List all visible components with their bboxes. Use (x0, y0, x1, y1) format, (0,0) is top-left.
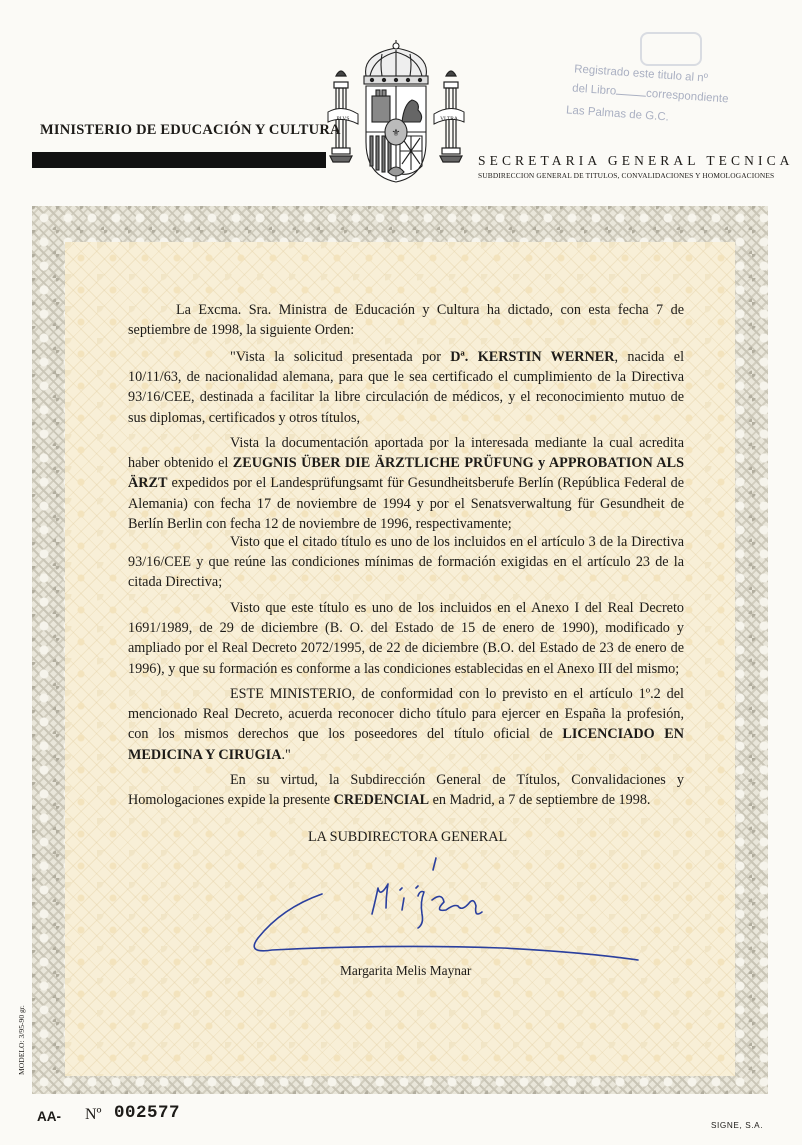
virtud-paragraph (128, 770, 684, 810)
modelo-note: MODELO: 3/95-90 gr. (17, 1005, 26, 1075)
credencial-word: CREDENCIAL (333, 792, 430, 809)
ministry-title: MINISTERIO DE EDUCACIÓN Y CULTURA (40, 122, 341, 138)
coat-of-arms-icon (326, 40, 466, 190)
applicant-honorific: Dª. (450, 349, 469, 365)
signer-name: Margarita Melis Maynar (340, 963, 472, 978)
registry-stamp (565, 28, 780, 134)
solicitud-paragraph (128, 347, 684, 428)
stamp-line-2-label: del Libro (571, 82, 617, 98)
signer-title: LA SUBDIRECTORA GENERAL (308, 829, 508, 845)
documentacion-text-b: expedidos por el Landesprüfungsamt für Gesundheitsberufe Berlín (República Federal de Alemania) con fecha 17 de noviembre de 1994 y por el Senatsverwaltung für Gesundheit de Berlín Berlin con fecha 12 de noviembre de 1996, respectivamente; (128, 475, 684, 532)
subdireccion-subtitle: SUBDIRECCION GENERAL DE TITULOS, CONVALIDACIONES Y HOMOLOGACIONES (478, 171, 775, 180)
stamp-line-3: Las Palmas de G.C. (565, 104, 670, 124)
ministerio-text-b: ." (281, 746, 291, 763)
number-label: Nº (85, 1106, 102, 1123)
order-intro-paragraph: La Excma. Sra. Ministra de Educación y Cultura ha dictado, con esta fecha 7 de septiembre de 1998, la siguiente Orden: (128, 302, 684, 339)
foreign-degree-titles: ZEUGNIS ÜBER DIE ÄRZTLICHE PRÜFUNG y APPROBATION ALS ÄRZT (128, 455, 684, 492)
solicitud-text-a: "Vista la solicitud presentada por (230, 349, 451, 365)
virtud-text-a: En su virtud, la Subdirección General de Títulos, Convalidaciones y Homologaciones expide la presente (128, 772, 684, 809)
ministerio-text-a: ESTE MINISTERIO, de conformidad con lo previsto en el artículo 1º.2 del mencionado Real Decreto, acuerda reconocer dicho título para ejercer en España la profesión, con los mismos derechos que los poseedores del título oficial de (128, 686, 684, 743)
documentacion-text-a: Vista la documentación aportada por la interesada mediante la cual acredita haber obtenido el (128, 435, 684, 472)
redaction-bar (32, 152, 326, 168)
documentacion-paragraph (128, 433, 684, 534)
solicitud-text-b: , nacida el 10/11/63, de nacionalidad alemana, para que le sea certificado el cumplimiento de la Directiva 93/16/CEE, destinada a facilitar la libre circulación de médicos, y el reconocimiento mutuo de sus diplomas, certificados y otros títulos, (128, 349, 685, 426)
stamp-seal-icon (640, 32, 702, 66)
series-prefix: AA- (37, 1109, 61, 1124)
ministerio-paragraph (128, 684, 684, 765)
handwritten-signature (240, 852, 650, 962)
secretaria-title: SECRETARIA GENERAL TECNICA (478, 153, 794, 168)
stamp-line-1: Registrado este titulo al nº (573, 63, 709, 85)
applicant-name: KERSTIN WERNER (477, 349, 615, 365)
visto-decreto-paragraph: Visto que este título es uno de los incluidos en el Anexo I del Real Decreto 1691/1989, de 29 de diciembre (B. O. del Estado de 15 de enero de 1990), modificado y ampliado por el Real Decreto 2072/1995, de 22 de diciembre (B.O. del Estado de 23 de enero de 1996), y que su formación es conforme a las condiciones establecidas en el Anexo III del mismo; (128, 600, 684, 677)
stamp-line-2-suffix: correspondiente (645, 87, 729, 106)
svg-text:⚜: ⚜ (391, 128, 401, 139)
recognized-title: LICENCIADO EN MEDICINA Y CIRUGIA (128, 726, 684, 763)
visto-directiva-paragraph: Visto que el citado título es uno de los incluidos en el artículo 3 de la Directiva 93/16/CEE y que reúne las condiciones mínimas de formación exigidas en el artículo 23 de la citada Directiva; (128, 534, 684, 591)
ribbon-left-text: PLVS (336, 116, 350, 122)
stamp-line-2 (572, 83, 729, 106)
virtud-text-b: en Madrid, a 7 de septiembre de 1998. (429, 792, 651, 809)
ribbon-right-text: VLTRA (440, 116, 458, 122)
certificate-number: 002577 (114, 1103, 181, 1123)
printer-mark: SIGNE, S.A. (711, 1121, 764, 1130)
